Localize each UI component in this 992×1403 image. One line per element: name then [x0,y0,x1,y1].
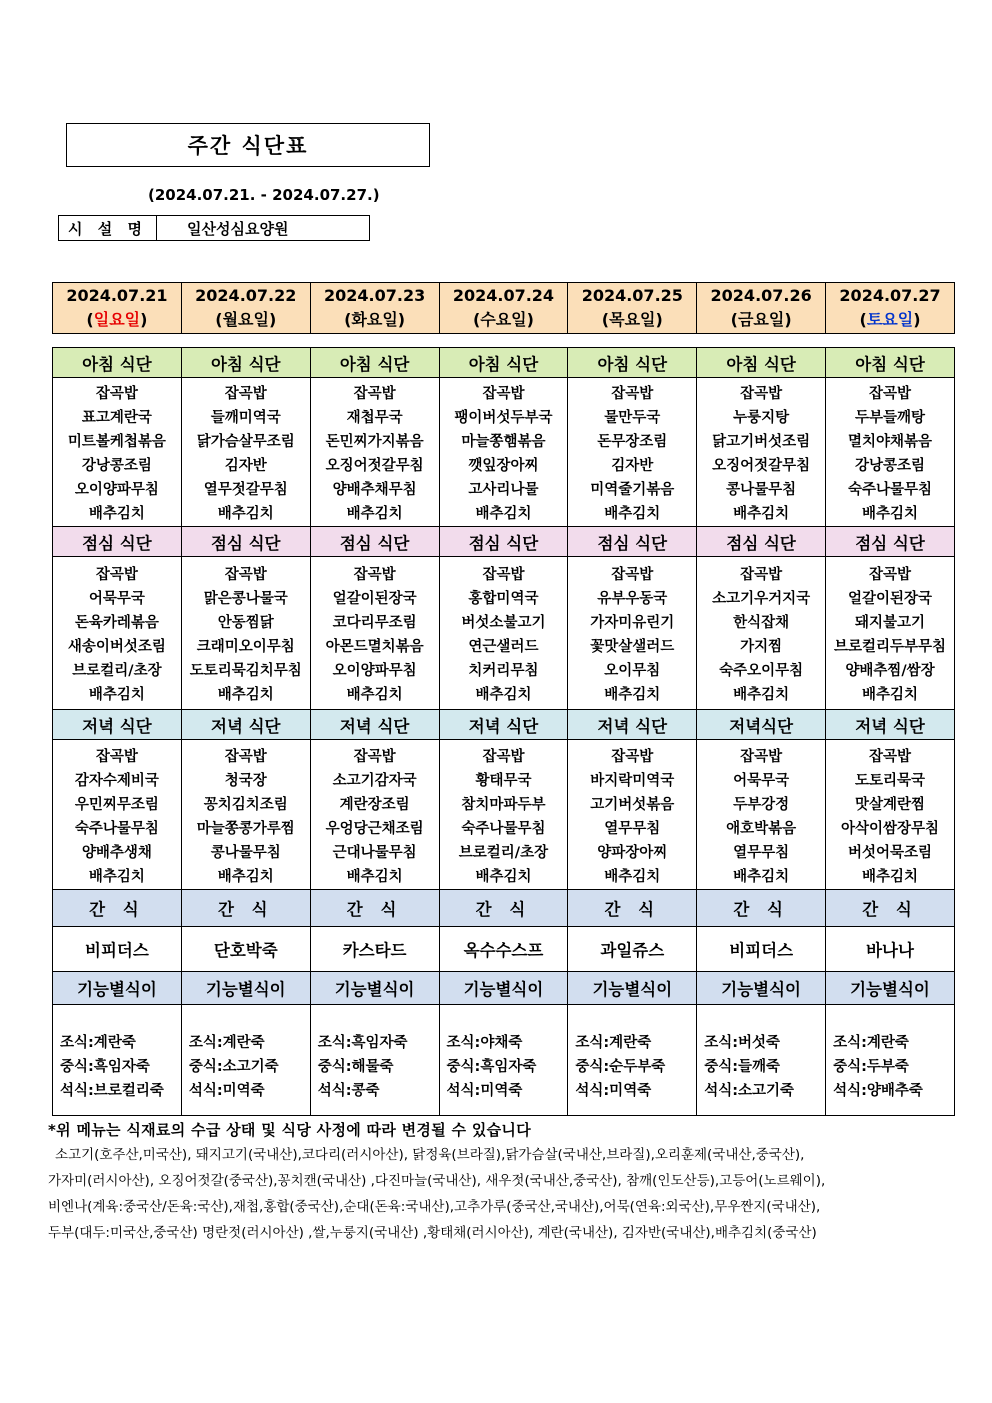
menu-item: 맑은콩나물국 [203,591,288,607]
menu-item: 잡곡밥 [740,748,783,765]
menu-item: 잡곡밥 [740,567,783,583]
dinner-header: 저녁 식단 [181,710,310,740]
functional-diet-item: 조식:계란죽 [60,1034,136,1051]
menu-item: 오징어젓갈무침 [712,458,811,474]
snack-header: 간 식 [439,890,568,927]
menu-item: 오이무침 [604,663,661,679]
menu-item: 한식잡채 [733,615,790,631]
day-date: 2024.07.21 [66,286,168,305]
menu-item: 숙주오이무침 [719,663,804,679]
functional-diet-item: 중식:두부죽 [833,1058,909,1075]
menu-item: 숙주나물무침 [74,820,159,837]
menu-item: 도토리묵국 [855,772,926,789]
menu-item: 배추김치 [604,687,661,703]
menu-item: 미역줄기볶음 [590,482,675,498]
menu-item: 강낭콩조림 [855,458,926,474]
functional-diet-item: 조식:계란죽 [575,1034,652,1051]
menu-item: 브로컬리/초장 [72,663,162,679]
lunch-header-row [53,527,955,557]
breakfast-header: 아침 식단 [826,348,955,378]
snack-item: 단호박죽 [181,927,310,972]
functional-diet-cell [826,1005,955,1116]
lunch-cell [568,557,697,710]
menu-item: 배추김치 [733,687,790,703]
menu-item: 배추김치 [217,868,274,885]
menu-item: 잡곡밥 [353,567,396,583]
menu-item: 양배추찜/쌈장 [845,663,935,679]
menu-item: 어묵무국 [733,772,790,789]
lunch-row [53,557,955,710]
menu-item: 배추김치 [346,687,403,703]
weekday: 화요일 [351,310,398,329]
menu-item: 배추김치 [733,868,790,885]
menu-item: 잡곡밥 [482,567,525,583]
functional-diet-item: 석식:콩죽 [317,1082,380,1099]
menu-item: 콩나물무침 [726,482,797,498]
menu-item: 얼갈이된장국 [332,591,417,607]
day-of-week: (일요일) [86,310,148,329]
dinner-cell [697,740,826,890]
breakfast-header-row [53,348,955,378]
day-of-week: (월요일) [215,310,277,329]
menu-item: 오징어젓갈무침 [325,458,424,474]
menu-item: 가지찜 [740,639,783,655]
menu-item: 양배추채무침 [332,482,417,498]
menu-item: 연근샐러드 [468,639,539,655]
menu-item: 잡곡밥 [95,748,138,765]
menu-item: 배추김치 [862,506,919,522]
menu-item: 꽃맛살샐러드 [590,639,675,655]
menu-item: 숙주나물무침 [461,820,546,837]
snack-row [53,927,955,972]
menu-item: 재첩무국 [346,410,403,426]
functional-diet-item: 조식:흑임자죽 [317,1034,408,1051]
breakfast-header: 아침 식단 [310,348,439,378]
lunch-header: 점심 식단 [826,527,955,557]
menu-item: 잡곡밥 [869,567,912,583]
menu-item: 브로컬리두부무침 [834,639,947,655]
dinner-header: 저녁 식단 [439,710,568,740]
menu-item: 황태무국 [475,772,532,789]
menu-item: 양파장아찌 [597,844,668,861]
functional-diet-cell [568,1005,697,1116]
menu-item: 배추김치 [88,506,145,522]
breakfast-cell [826,378,955,527]
breakfast-cell [181,378,310,527]
functional-diet-row [53,1005,955,1116]
day-date: 2024.07.25 [581,286,683,305]
menu-item: 소고기감자국 [332,772,417,789]
day-of-week: (목요일) [601,310,663,329]
functional-diet-item: 중식:순두부죽 [575,1058,666,1075]
menu-item: 닭가슴살무조림 [196,434,295,450]
menu-item: 치커리무침 [468,663,539,679]
menu-item: 잡곡밥 [224,567,267,583]
weekday: 수요일 [480,310,527,329]
menu-item: 잡곡밥 [869,748,912,765]
functional-diet-item: 중식:흑임자죽 [446,1058,537,1075]
menu-item: 배추김치 [475,687,532,703]
functional-diet-header: 기능별식이 [53,972,182,1005]
menu-item: 고사리나물 [468,482,539,498]
menu-item: 청국장 [224,772,267,789]
day-header [53,283,182,334]
breakfast-cell [310,378,439,527]
breakfast-cell [568,378,697,527]
day-header [310,283,439,334]
menu-item: 도토리묵김치무침 [189,663,302,679]
day-header [568,283,697,334]
menu-item: 배추김치 [604,506,661,522]
day-date: 2024.07.26 [710,286,812,305]
menu-item: 닭고기버섯조림 [712,434,811,450]
menu-item: 우민찌무조림 [74,796,159,813]
functional-diet-item: 조식:야채죽 [446,1034,523,1051]
menu-item: 유부우동국 [597,591,668,607]
functional-diet-cell [439,1005,568,1116]
functional-diet-item: 석식:미역죽 [575,1082,652,1099]
menu-item: 버섯소불고기 [461,615,546,631]
menu-item: 홍합미역국 [468,591,539,607]
menu-item: 고기버섯볶음 [590,796,675,813]
dinner-cell [826,740,955,890]
menu-item: 오이양파무침 [74,482,159,498]
snack-header: 간 식 [181,890,310,927]
dinner-header: 저녁 식단 [310,710,439,740]
menu-item: 멸치야채볶음 [848,434,933,450]
menu-item: 배추김치 [346,506,403,522]
menu-item: 잡곡밥 [611,567,654,583]
dinner-cell [181,740,310,890]
menu-item: 잡곡밥 [611,748,654,765]
menu-item: 꽁치김치조림 [203,796,288,813]
functional-diet-item: 중식:흑임자죽 [60,1058,150,1075]
snack-item: 카스타드 [310,927,439,972]
functional-diet-item: 조식:계란죽 [833,1034,909,1051]
menu-item: 배추김치 [862,868,919,885]
dinner-cell [53,740,182,890]
functional-diet-header: 기능별식이 [181,972,310,1005]
snack-item: 옥수수스프 [439,927,568,972]
menu-item: 안동찜닭 [217,615,274,631]
menu-item: 버섯어묵조림 [848,844,933,861]
lunch-cell [826,557,955,710]
functional-diet-item: 석식:양배추죽 [833,1082,923,1099]
functional-diet-cell [181,1005,310,1116]
dinner-header: 저녁 식단 [568,710,697,740]
menu-item: 잡곡밥 [740,386,783,402]
menu-item: 잡곡밥 [353,386,396,402]
menu-item: 양배추생채 [81,844,152,861]
lunch-cell [53,557,182,710]
lunch-header: 점심 식단 [181,527,310,557]
day-of-week: (수요일) [472,310,534,329]
dinner-header: 저녁식단 [697,710,826,740]
weekday: 목요일 [609,310,656,329]
facility-name: 일산성심요양원 [187,219,289,238]
functional-diet-cell [697,1005,826,1116]
menu-item: 애호박볶음 [726,820,797,837]
menu-item: 들깨미역국 [210,410,281,426]
menu-item: 소고기우거지국 [712,591,811,607]
notice-line: 두부(대두:미국산,중국산) 명란젓(러시아산) ,쌀,누룽지(국내산) ,황태채(러시아산), 계란(국내산), 김자반(국내산),배추김치(중국산) [48,1225,817,1241]
dinner-row [53,740,955,890]
menu-item: 두부들깨탕 [855,410,926,426]
functional-diet-item: 조식:계란죽 [188,1034,265,1051]
breakfast-header: 아침 식단 [53,348,182,378]
menu-item: 배추김치 [346,868,403,885]
day-of-week: (화요일) [344,310,406,329]
menu-item: 숙주나물무침 [848,482,933,498]
dinner-cell [310,740,439,890]
day-header [697,283,826,334]
breakfast-header: 아침 식단 [181,348,310,378]
lunch-header: 점심 식단 [53,527,182,557]
menu-item: 잡곡밥 [95,567,138,583]
snack-header: 간 식 [826,890,955,927]
functional-diet-item: 석식:미역죽 [446,1082,523,1099]
weekday: 월요일 [222,310,269,329]
menu-item: 잡곡밥 [611,386,654,402]
menu-item: 배추김치 [217,506,274,522]
menu-item: 잡곡밥 [95,386,138,402]
snack-header: 간 식 [310,890,439,927]
menu-item: 참치마파두부 [461,796,546,813]
menu-item: 배추김치 [475,868,532,885]
origin-notice [48,1118,948,1246]
breakfast-header: 아침 식단 [568,348,697,378]
period-range: (2024.07.21. - 2024.07.27.) [148,186,380,204]
weekday-saturday: 토요일 [866,310,914,329]
breakfast-cell [53,378,182,527]
day-date: 2024.07.22 [195,286,297,305]
menu-item: 마늘쫑햄볶음 [461,434,546,450]
snack-header: 간 식 [53,890,182,927]
weekday: 금요일 [737,310,785,329]
functional-diet-cell [310,1005,439,1116]
lunch-cell [439,557,568,710]
dinner-header-row [53,710,955,740]
breakfast-cell [697,378,826,527]
menu-item: 오이양파무침 [332,663,417,679]
menu-item: 코다리무조림 [332,615,417,631]
lunch-cell [697,557,826,710]
day-header [439,283,568,334]
menu-item: 아삭이쌈장무침 [841,820,940,837]
menu-item: 배추김치 [88,687,145,703]
menu-item: 잡곡밥 [224,386,267,402]
day-date: 2024.07.27 [839,286,941,305]
notice-line: 가자미(러시아산), 오징어젓갈(중국산),꽁치캔(국내산) ,다진마늘(국내산), 새우젓(국내산,중국산), 참깨(인도산등),고등어(노르웨이), [48,1173,826,1189]
dinner-header: 저녁 식단 [53,710,182,740]
functional-diet-item: 중식:해물죽 [317,1058,394,1075]
menu-item: 강낭콩조림 [81,458,152,474]
functional-diet-item: 석식:브로컬리죽 [60,1082,164,1099]
snack-header-row [53,890,955,927]
functional-diet-header-row [53,972,955,1005]
menu-item: 돼지불고기 [855,615,926,631]
snack-header: 간 식 [697,890,826,927]
menu-item: 팽이버섯두부국 [454,410,553,426]
breakfast-cell [439,378,568,527]
functional-diet-header: 기능별식이 [826,972,955,1005]
functional-diet-item: 석식:미역죽 [188,1082,265,1099]
menu-body [53,348,955,1116]
menu-item: 아몬드멸치볶음 [325,639,424,655]
functional-diet-header: 기능별식이 [439,972,568,1005]
menu-item: 두부강정 [733,796,790,813]
day-date: 2024.07.24 [452,286,555,305]
menu-item: 열무젓갈무침 [203,482,288,498]
facility-label: 시 설 명 [59,216,157,240]
snack-item: 바나나 [826,927,955,972]
menu-item: 잡곡밥 [869,386,912,402]
menu-item: 계란장조림 [339,796,410,813]
day-of-week: (금요일) [730,310,792,329]
snack-item: 비피더스 [697,927,826,972]
day-header [826,283,955,334]
menu-item: 새송이버섯조림 [67,639,166,655]
day-header [181,283,310,334]
weekday-sunday: 일요일 [93,310,141,329]
menu-item: 배추김치 [217,687,274,703]
menu-item: 잡곡밥 [353,748,396,765]
date-header-table [52,282,955,334]
menu-item: 잡곡밥 [482,748,525,765]
functional-diet-header: 기능별식이 [568,972,697,1005]
menu-item: 돈육카레볶음 [74,615,159,631]
menu-item: 열무무침 [733,844,790,861]
menu-item: 돈민찌가지볶음 [325,434,424,450]
menu-item: 얼갈이된장국 [848,591,933,607]
menu-item: 배추김치 [733,506,790,522]
menu-item: 근대나물무침 [332,844,417,861]
menu-item: 깻잎장아찌 [468,458,539,474]
functional-diet-header: 기능별식이 [310,972,439,1005]
lunch-header: 점심 식단 [568,527,697,557]
menu-item: 배추김치 [604,868,661,885]
dinner-cell [568,740,697,890]
menu-item: 미트볼케첩볶음 [67,434,166,450]
lunch-header: 점심 식단 [439,527,568,557]
menu-item: 어묵무국 [88,591,145,607]
dinner-cell [439,740,568,890]
menu-item: 감자수제비국 [74,772,159,789]
notice-heading: *위 메뉴는 식재료의 수급 상태 및 식당 사정에 따라 변경될 수 있습니다 [48,1121,532,1139]
lunch-header: 점심 식단 [697,527,826,557]
menu-item: 크래미오이무침 [196,639,295,655]
lunch-header: 점심 식단 [310,527,439,557]
menu-item: 맛살계란찜 [855,796,926,813]
facility-box [58,215,370,241]
menu-item: 배추김치 [862,687,919,703]
lunch-cell [181,557,310,710]
menu-item: 브로컬리/초장 [458,844,549,861]
menu-item: 콩나물무침 [210,844,281,861]
day-date: 2024.07.23 [324,286,426,305]
functional-diet-item: 석식:소고기죽 [704,1082,795,1099]
menu-item: 김자반 [224,458,267,474]
lunch-cell [310,557,439,710]
menu-item: 잡곡밥 [224,748,267,765]
menu-item: 물만두국 [604,410,661,426]
snack-item: 비피더스 [53,927,182,972]
functional-diet-item: 조식:버섯죽 [704,1034,781,1051]
menu-item: 가자미유린기 [590,615,675,631]
menu-item: 배추김치 [475,506,532,522]
menu-item: 표고계란국 [81,410,152,426]
menu-item: 배추김치 [88,868,145,885]
menu-item: 열무무침 [604,820,661,837]
breakfast-header: 아침 식단 [697,348,826,378]
snack-header: 간 식 [568,890,697,927]
notice-line: 소고기(호주산,미국산), 돼지고기(국내산),코다리(러시아산), 닭정육(브라질),닭가슴살(국내산,브라질),오리훈제(국내산,중국산), [55,1147,805,1163]
functional-diet-header: 기능별식이 [697,972,826,1005]
menu-item: 누룽지탕 [733,410,790,426]
menu-item: 돈무장조림 [597,434,668,450]
page-title: 주간 식단표 [66,123,430,167]
breakfast-header: 아침 식단 [439,348,568,378]
menu-item: 바지락미역국 [590,772,675,789]
menu-item: 우엉당근채조림 [325,820,424,837]
breakfast-row [53,378,955,527]
snack-item: 과일쥬스 [568,927,697,972]
menu-item: 잡곡밥 [482,386,525,402]
dinner-header: 저녁 식단 [826,710,955,740]
meal-menu-table [52,347,955,1116]
day-of-week: (토요일) [859,310,921,329]
menu-item: 마늘쫑콩가루찜 [196,820,295,837]
notice-line: 비엔나(계육:중국산/돈육:국산),재첩,홍합(중국산),순대(돈육:국내산),고추가루(중국산,국내산),어묵(연육:외국산),무우짠지(국내산), [48,1199,821,1215]
functional-diet-item: 중식:들깨죽 [704,1058,781,1075]
functional-diet-cell [53,1005,182,1116]
menu-item: 김자반 [611,458,654,474]
functional-diet-item: 중식:소고기죽 [188,1058,279,1075]
